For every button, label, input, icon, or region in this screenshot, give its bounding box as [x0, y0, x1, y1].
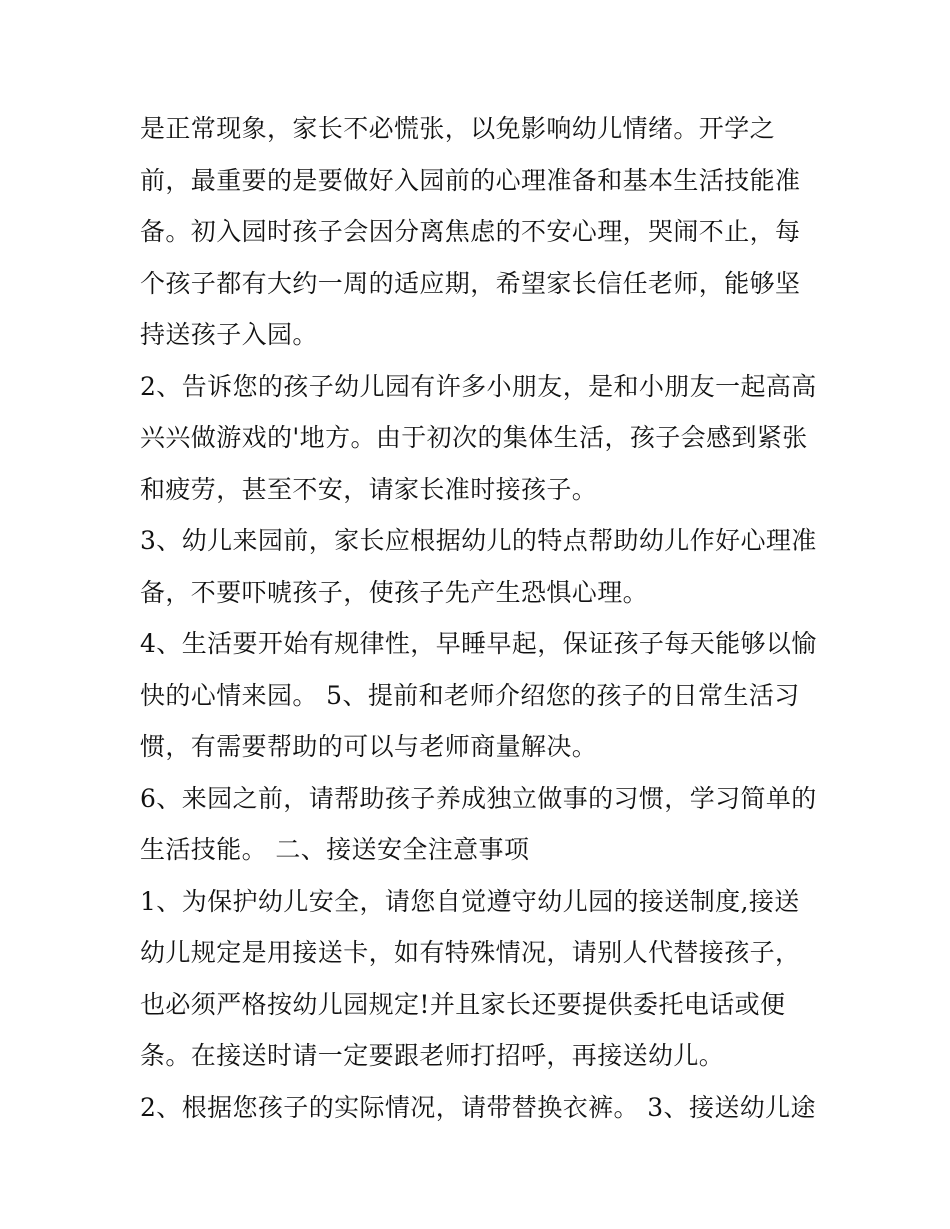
paragraph-item-3: 3、幼儿来园前，家长应根据幼儿的特点帮助幼儿作好心理准备，不要吓唬孩子，使孩子先产生恐惧心理。: [140, 526, 817, 607]
paragraph-intro: 是正常现象，家长不必慌张，以免影响幼儿情绪。开学之前，最重要的是要做好入园前的心理准备和基本生活技能准备。初入园时孩子会因分离焦虑的不安心理，哭闹不止，每个孩子都有大约一周的适应期，希望家长信任老师，能够坚持送孩子入园。: [140, 114, 801, 349]
paragraph-item-2: 2、告诉您的孩子幼儿园有许多小朋友，是和小朋友一起高高兴兴做游戏的'地方。由于初次的集体生活，孩子会感到紧张和疲劳，甚至不安，请家长准时接孩子。: [140, 371, 817, 504]
paragraph-item-4-5: 4、生活要开始有规律性，早睡早起，保证孩子每天能够以愉快的心情来园。 5、提前和老师介绍您的孩子的日常生活习惯，有需要帮助的可以与老师商量解决。: [140, 629, 817, 761]
paragraph-item-6-section-two: 6、来园之前，请帮助孩子养成独立做事的习惯，学习简单的生活技能。 二、接送安全注意事项: [140, 783, 817, 864]
body-text: [140, 103, 820, 1133]
paragraph-pickup-2-3: 2、根据您孩子的实际情况，请带替换衣裤。 3、接送幼儿途: [140, 1092, 816, 1122]
paragraph-pickup-1: 1、为保护幼儿安全，请您自觉遵守幼儿园的接送制度,接送幼儿规定是用接送卡，如有特殊情况，请别人代替接孩子，也必须严格按幼儿园规定!并且家长还要提供委托电话或便条。在接送时请一定要跟老师打招呼，再接送幼儿。: [140, 886, 801, 1070]
